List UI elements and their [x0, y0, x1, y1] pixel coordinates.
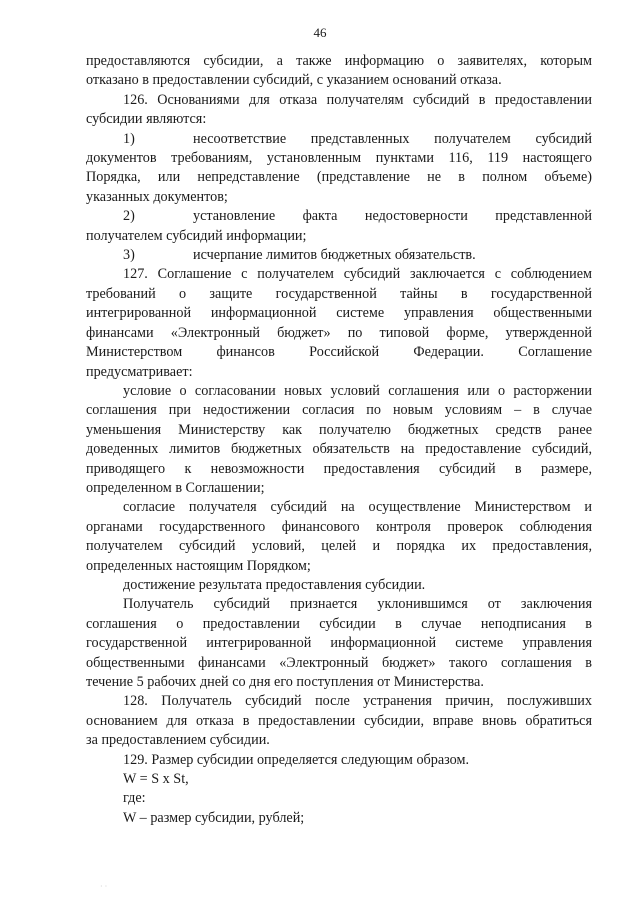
paragraph-126-line: субсидии являются: [86, 111, 207, 128]
formula-where-label: где: [123, 790, 146, 807]
scan-artifact: · · [100, 882, 108, 891]
list-item-2 [86, 207, 592, 226]
formula-variable-definition: W – размер субсидии, рублей; [123, 809, 305, 826]
list-item-1 [86, 130, 592, 149]
text-line: получателем субсидий условий, целей и порядка их предоставления, [86, 538, 592, 555]
condition-3-line: достижение результата предоставления субсидии. [123, 576, 426, 593]
text-line: предусматривает: [86, 363, 193, 380]
list-item-number: 1) [123, 130, 135, 147]
condition-2-line: согласие получателя субсидий на осуществление Министерством и [123, 499, 592, 516]
paragraph-126-line: 126. Основаниями для отказа получателям субсидий в предоставлении [123, 91, 592, 108]
list-item-text: установление факта недостоверности представленной [193, 208, 592, 225]
text-line: финансами «Электронный бюджет» по типовой форме, утвержденной [86, 324, 592, 341]
text-line: документов требованиям, установленным пунктами 116, 119 настоящего [86, 150, 592, 167]
paragraph-128-line: 128. Получатель субсидий после устранения причин, послуживших [123, 693, 592, 710]
text-line: интегрированной информационной системе управления общественными [86, 305, 592, 322]
page-number: 46 [313, 25, 327, 40]
text-line: органами государственного финансового контроля проверок соблюдения [86, 518, 592, 535]
text-line: основанием для отказа в предоставлении субсидии, вправе вновь обратиться [86, 712, 592, 729]
list-item-text: несоответствие представленных получателем субсидий [193, 130, 592, 147]
formula: W = S x St, [123, 771, 189, 788]
evasion-paragraph-line: Получатель субсидий признается уклонившимся от заключения [123, 596, 592, 613]
text-line: предоставляются субсидии, а также информацию о заявителях, которым [86, 53, 592, 69]
text-line: Порядка, или непредставление (представление не в полном объеме) [86, 169, 592, 186]
condition-1-line: условие о согласовании новых условий соглашения или о расторжении [123, 382, 592, 399]
text-line: уменьшения Министерству как получателю бюджетных средств ранее [86, 421, 592, 438]
text-line: соглашения при недостижении согласия по новым условиям – в случае [86, 402, 592, 419]
list-item-text: исчерпание лимитов бюджетных обязательств. [193, 247, 476, 264]
text-line: отказано в предоставлении субсидий, с указанием оснований отказа. [86, 72, 502, 89]
text-line: определенных настоящим Порядком; [86, 557, 311, 574]
text-line: государственной интегрированной информационной системе управления [86, 635, 592, 652]
text-line: приводящего к невозможности предоставления субсидий в размере, [86, 460, 592, 477]
document-body [86, 52, 592, 828]
text-line: доведенных лимитов бюджетных обязательств на предоставление субсидий, [86, 441, 592, 458]
list-item-3 [86, 246, 592, 265]
text-line: соглашения о предоставлении субсидии в случае неподписания в [86, 615, 592, 632]
text-line: получателем субсидий информации; [86, 227, 307, 244]
text-line: требований о защите государственной тайны в государственной [86, 285, 592, 302]
list-item-number: 3) [123, 247, 135, 264]
text-line: указанных документов; [86, 188, 228, 205]
text-line: определенном в Соглашении; [86, 479, 265, 496]
text-line: течение 5 рабочих дней со дня его поступления от Министерства. [86, 674, 484, 690]
text-line: за предоставлением субсидии. [86, 732, 270, 749]
paragraph-127-line: 127. Соглашение с получателем субсидий заключается с соблюдением [123, 266, 592, 283]
list-item-number: 2) [123, 208, 135, 225]
paragraph-129-line: 129. Размер субсидии определяется следующим образом. [123, 751, 470, 768]
text-line: общественными финансами «Электронный бюджет» такого соглашения в [86, 654, 592, 671]
text-line: Министерством финансов Российской Федерации. Соглашение [86, 344, 592, 361]
